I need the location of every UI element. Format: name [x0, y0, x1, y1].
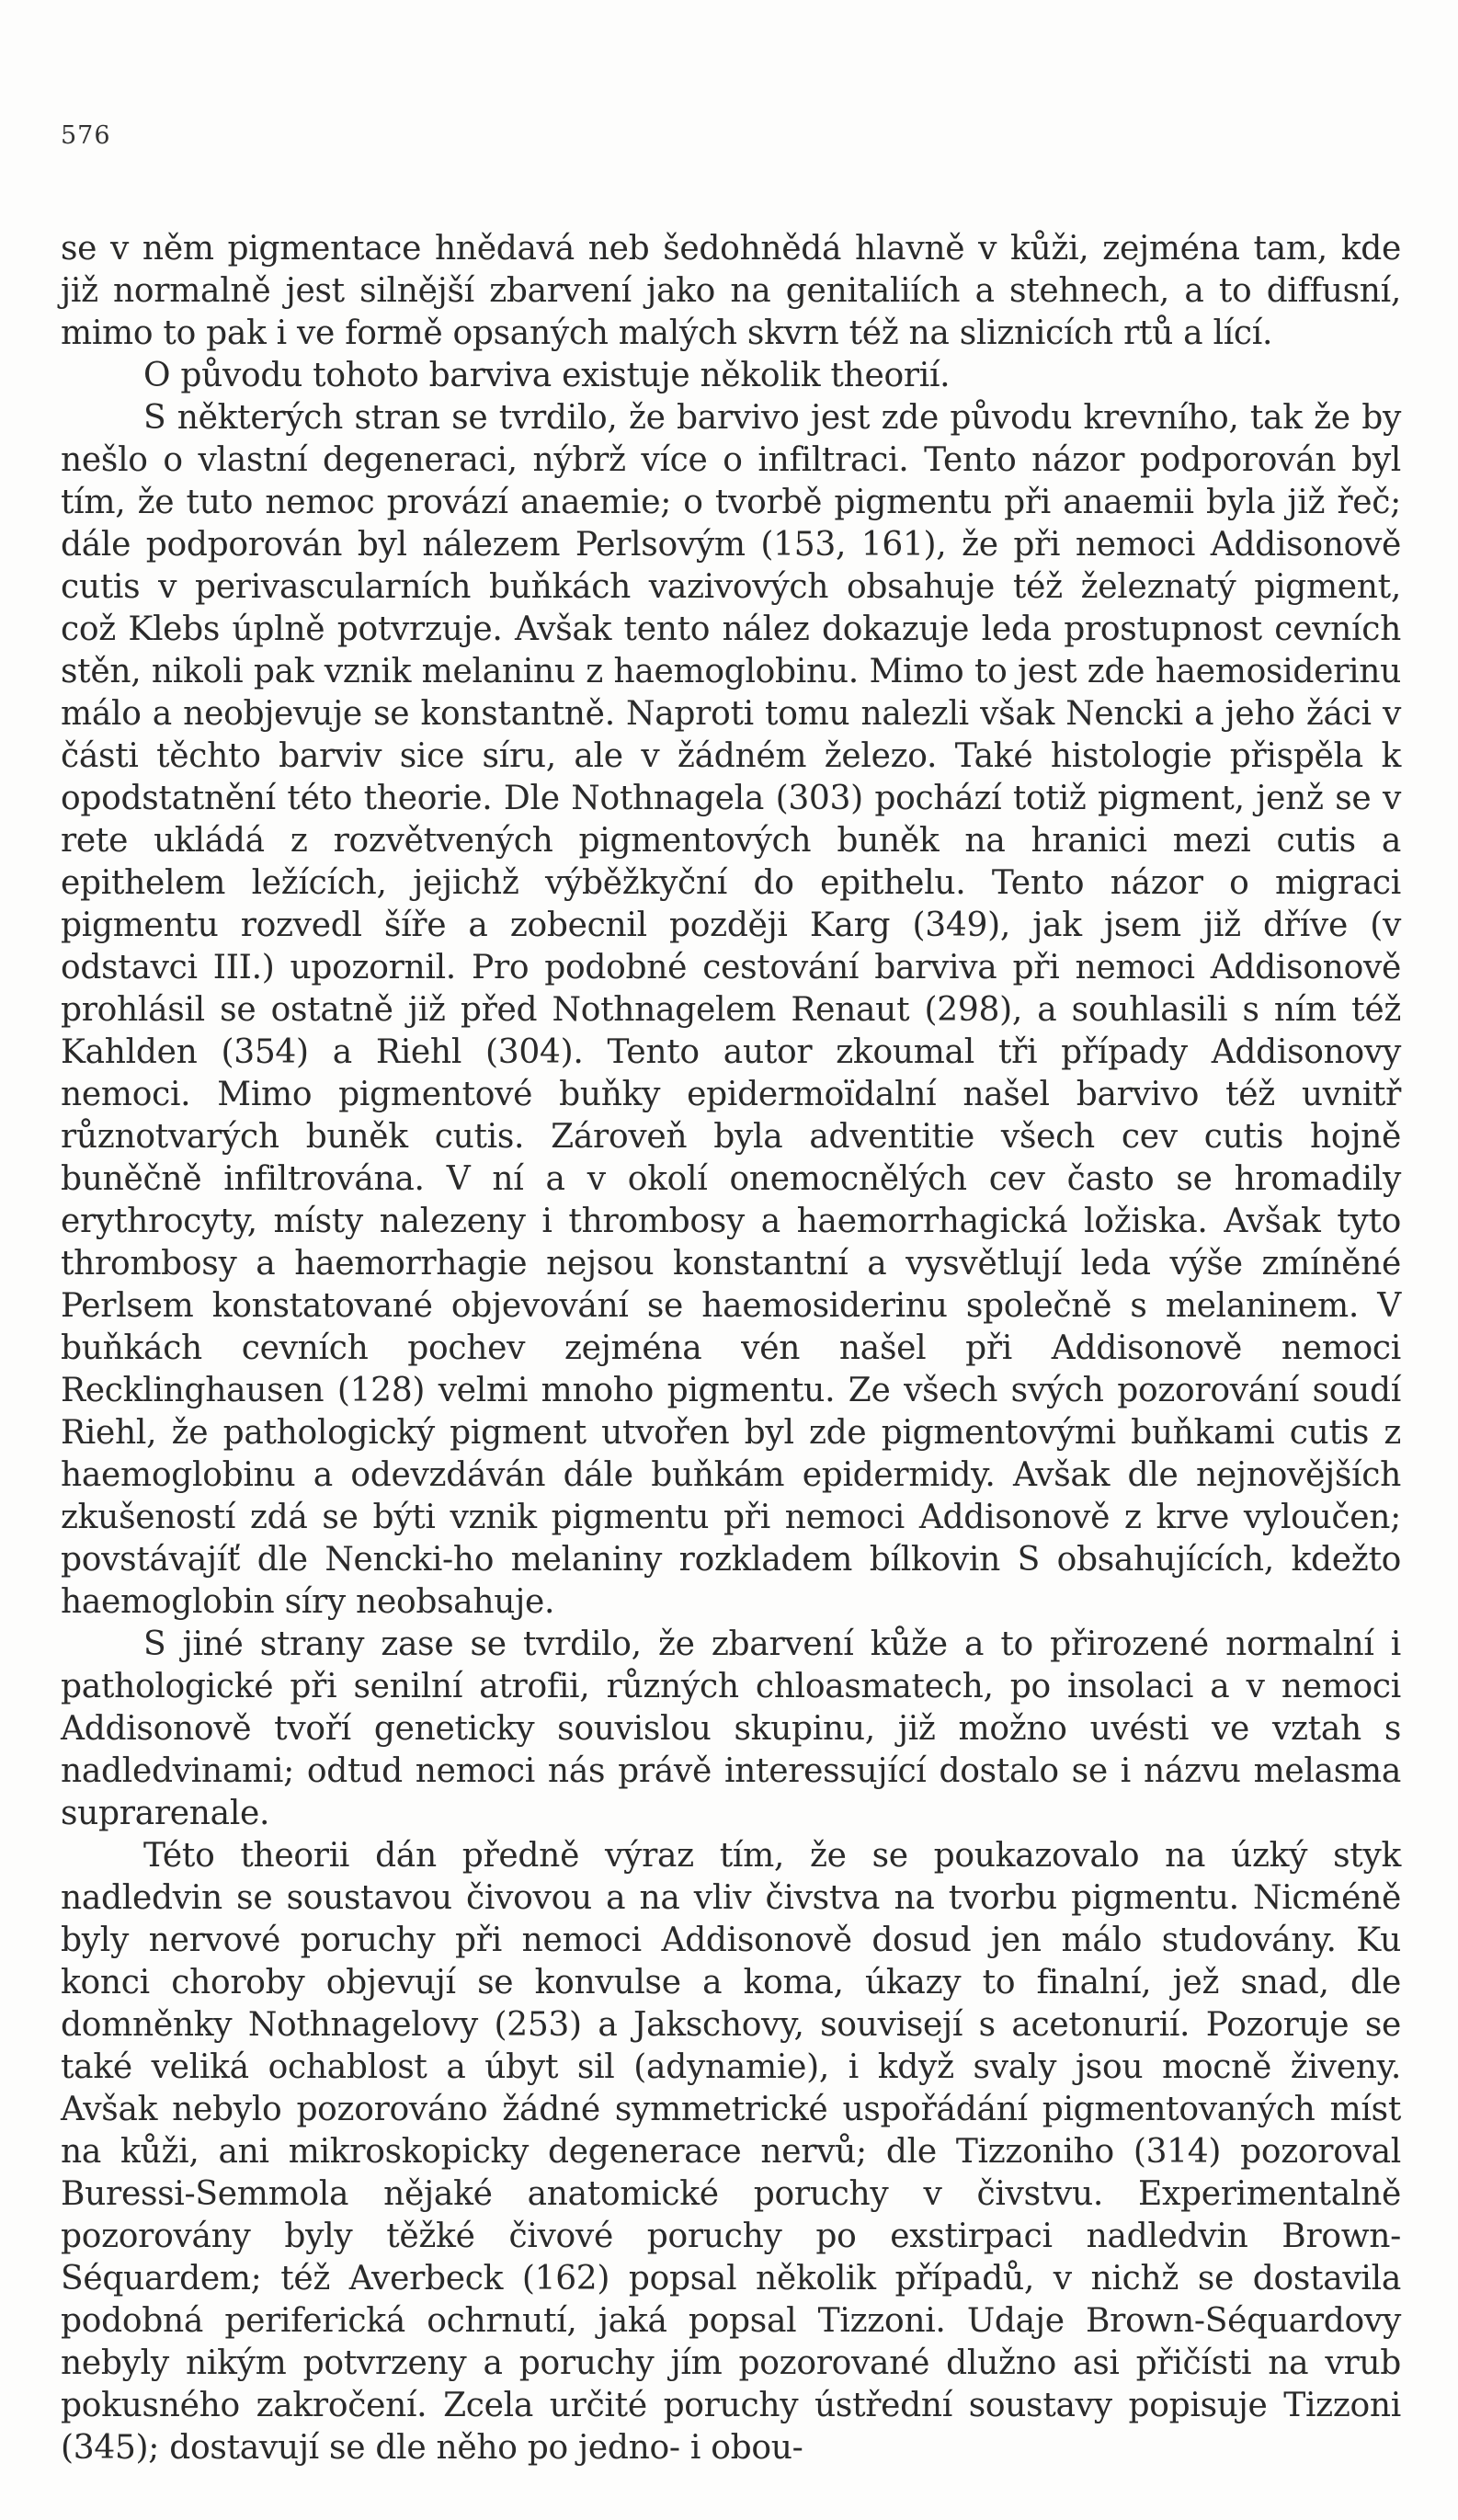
paragraph-continuation: se v něm pigmentace hnědavá neb šedohnědá hlavně v kůži, zejména tam, kde již normalně jest silnější zbarvení jako na genitaliích a stehnech, a to diffusní, mimo to pak i ve formě opsaných malých skvrn též na sliznicích rtů a lící. — [61, 230, 1401, 352]
page-number: 576 — [61, 121, 111, 150]
paragraph-nervous-theory: Této theorii dán předně výraz tím, že se poukazovalo na úzký styk nadledvin se soustavou čivovou a na vliv čivstva na tvorbu pigmentu. Nicméně byly nervové poruchy při nemoci Addisonově dosud jen málo studovány. Ku konci choroby objevují se konvulse a koma, úkazy to finalní, jež snad, dle domněnky Nothnagelovy (253) a Jakschovy, souvisejí s acetonurií. Pozoruje se také veliká ochablost a úbyt sil (adynamie), i když svaly jsou mocně živeny. Avšak nebylo pozorováno žádné symmetrické uspořádání pigmentovaných míst na kůži, ani mikroskopicky degenerace nervů; dle Tizzoniho (314) pozoroval Buressi-Semmola nějaké anatomické poruchy v čivstvu. Experimentalně pozorovány byly těžké čivové poruchy po exstirpaci nadledvin Brown-Séquardem; též Averbeck (162) popsal několik případů, v nichž se dostavila podobná periferická ochrnutí, jaká popsal Tizzoni. Udaje Brown-Séquardovy nebyly nikým potvrzeny a poruchy jím pozorované dlužno asi přičísti na vrub pokusného zakročení. Zcela určité poruchy ústřední soustavy popisuje Tizzoni (345); dostavují se dle něho po jedno- i obou- — [61, 1837, 1401, 2467]
paragraph-blood-origin-theory: S některých stran se tvrdilo, že barvivo jest zde původu krevního, tak že by nešlo o vlastní degeneraci, nýbrž více o infiltraci. Tento názor podporován byl tím, že tuto nemoc provází anaemie; o tvorbě pigmentu při anaemii byla již řeč; dále podporován byl nálezem Perlsovým (153, 161), že při nemoci Addisonově cutis v perivascularních buňkách vazivových obsahuje též železnatý pigment, což Klebs úplně potvrzuje. Avšak tento nález dokazuje leda prostupnost cevních stěn, nikoli pak vznik melaninu z haemoglobinu. Mimo to jest zde haemosiderinu málo a neobjevuje se konstantně. Naproti tomu nalezli však Nencki a jeho žáci v části těchto barviv sice síru, ale v žádném železo. Také histologie přispěla k opodstatnění této theorie. Dle Nothnagela (303) pochází totiž pigment, jenž se v rete ukládá z rozvětvených pigmentových buněk na hranici mezi cutis a epithelem ležících, jejichž výběžkyční do epithelu. Tento názor o migraci pigmentu rozvedl šíře a zobecnil později Karg (349), jak jsem již dříve (v odstavci III.) upozornil. Pro podobné cestování barviva při nemoci Addisonově prohlásil se ostatně již před Nothnagelem Renaut (298), a souhlasili s ním též Kahlden (354) a Riehl (304). Tento autor zkoumal tři případy Addisonovy nemoci. Mimo pigmentové buňky epidermoïdalní našel barvivo též uvnitř různotvarých buněk cutis. Zároveň byla adventitie všech cev cutis hojně buněčně infiltrována. V ní a v okolí onemocnělých cev často se hromadily erythrocyty, místy nalezeny i thrombosy a haemorrhagická ložiska. Avšak tyto thrombosy a haemorrhagie nejsou konstantní a vysvětlují leda výše zmíněné Perlsem konstatované objevování se haemosiderinu společně s melaninem. V buňkách cevních pochev zejména vén našel při Addisonově nemoci Recklinghausen (128) velmi mnoho pigmentu. Ze všech svých pozorování soudí Riehl, že pathologický pigment utvořen byl zde pigmentovými buňkami cutis z haemoglobinu a odevzdáván dále buňkám epidermidy. Avšak dle nejnovějších zkušeností zdá se býti vznik pigmentu při nemoci Addisonově z krve vyloučen; povstávajíť dle Nencki-ho melaniny rozkladem bílkovin S obsahujících, kdežto haemoglobin síry neobsahuje. — [61, 399, 1401, 1621]
paragraph-melasma-suprarenale: S jiné strany zase se tvrdilo, že zbarvení kůže a to přirozené normalní i pathologické při senilní atrofii, různých chloasmatech, po insolaci a v nemoci Addisonově tvoří geneticky souvislou skupinu, již možno uvésti ve vztah s nadledvinami; odtud nemoci nás právě interessující dostalo se i názvu melasma suprarenale. — [61, 1625, 1401, 1832]
paragraph-origin-theories: O původu tohoto barviva existuje několik theorií. — [143, 357, 951, 394]
body-text — [61, 228, 1401, 2469]
